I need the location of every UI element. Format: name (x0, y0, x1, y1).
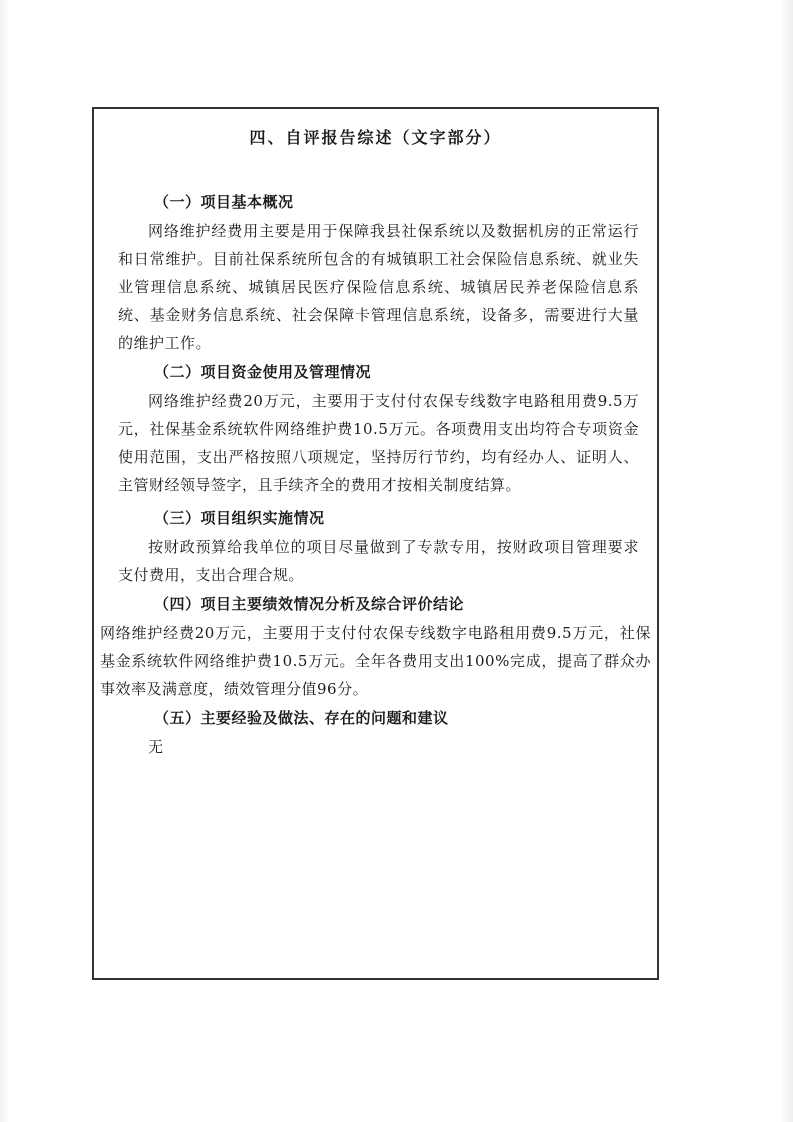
section-body-4: 网络维护经费20万元，主要用于支付付农保专线数字电路租用费9.5万元，社保基金系统软件网络维护费10.5万元。全年各费用支出100%完成，提高了群众办事效率及满意度，绩效管理分值96分。 (100, 624, 651, 698)
section-body-5: 无 (148, 738, 164, 756)
section-body-3: 按财政预算给我单位的项目尽量做到了专款专用，按财政项目管理要求支付费用，支出合理合规。 (118, 538, 639, 584)
section-title-2: （二）项目资金使用及管理情况 (154, 363, 372, 381)
section-body-2: 网络维护经费20万元，主要用于支付付农保专线数字电路租用费9.5万元，社保基金系统软件网络维护费10.5万元。各项费用支出均符合专项资金使用范围，支出严格按照八项规定，坚持厉行节约，均有经办人、证明人、主管财经领导签字，且手续齐全的费用才按相关制度结算。 (118, 392, 639, 494)
section-body-1: 网络维护经费用主要是用于保障我县社保系统以及数据机房的正常运行和日常维护。目前社保系统所包含的有城镇职工社会保险信息系统、就业失业管理信息系统、城镇居民医疗保险信息系统、城镇居民养老保险信息系统、基金财务信息系统、社会保障卡管理信息系统，设备多，需要进行大量的维护工作。 (118, 222, 639, 352)
section-title-5: （五）主要经验及做法、存在的问题和建议 (154, 709, 449, 727)
section-title-4: （四）项目主要绩效情况分析及综合评价结论 (154, 595, 465, 613)
report-frame (92, 107, 659, 980)
section-title-1: （一）项目基本概况 (154, 193, 294, 211)
report-content (100, 187, 651, 761)
section-title-3: （三）项目组织实施情况 (154, 509, 325, 527)
page-title: 四、自评报告综述（文字部分） (249, 128, 502, 147)
